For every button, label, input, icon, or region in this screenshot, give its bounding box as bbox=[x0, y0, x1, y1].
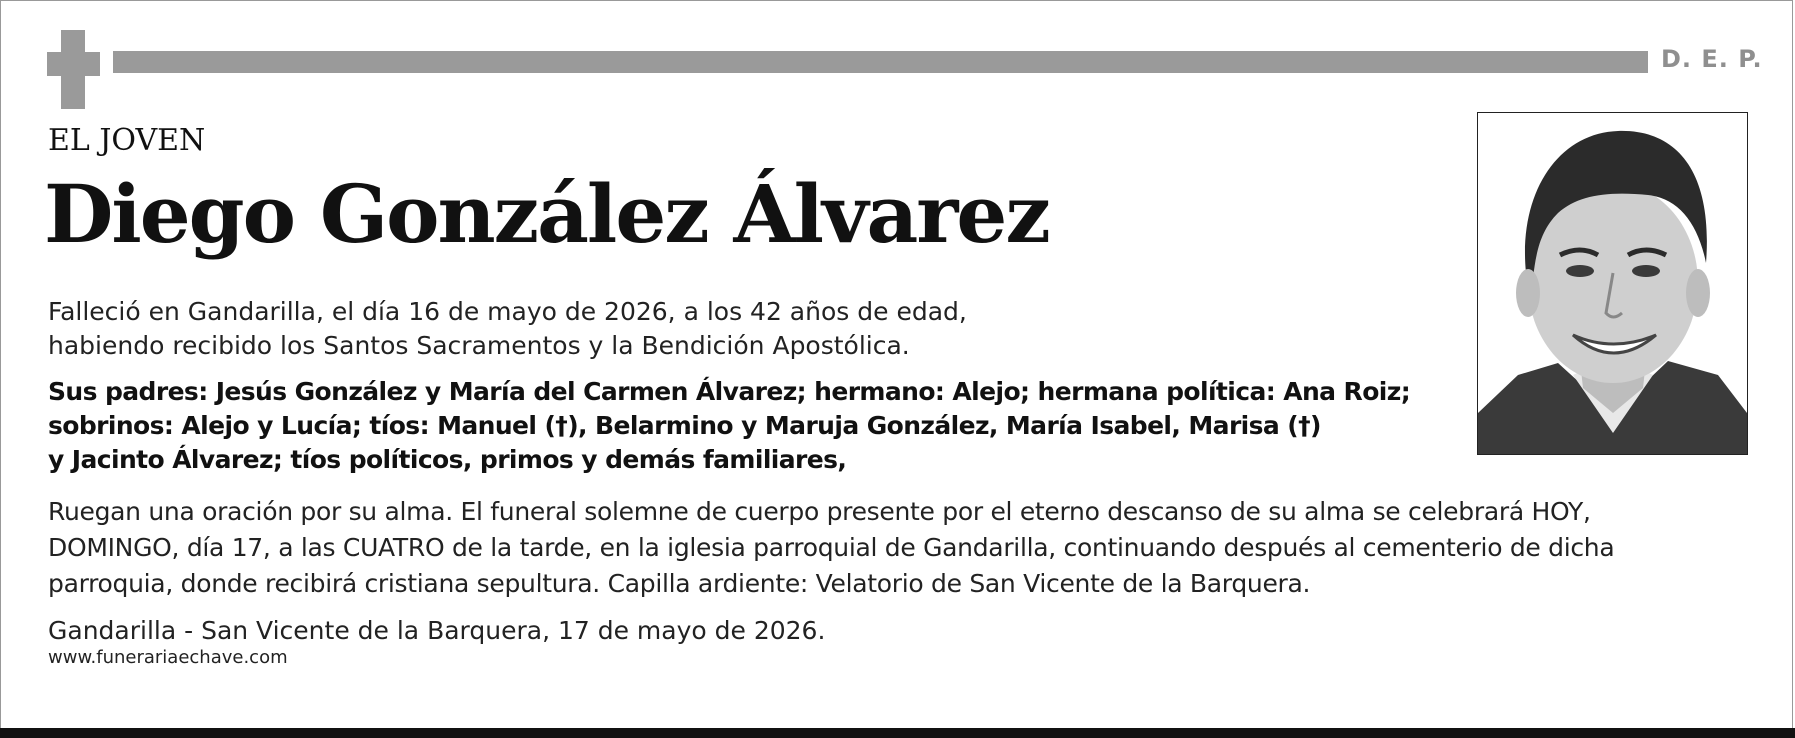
family-line: sobrinos: Alejo y Lucía; tíos: Manuel (†), Belarmino y Maruja González, María Isabel, Marisa (†) bbox=[48, 411, 1321, 440]
death-notice bbox=[48, 295, 1748, 363]
funeral-line: DOMINGO, día 17, a las CUATRO de la tarde, en la iglesia parroquial de Gandarilla, continuando después al cementerio de dicha bbox=[48, 533, 1615, 562]
family-line: Sus padres: Jesús González y María del Carmen Álvarez; hermano: Alejo; hermana política: Ana Roiz; bbox=[48, 377, 1411, 406]
family-line: y Jacinto Álvarez; tíos políticos, primos y demás familiares, bbox=[48, 445, 847, 474]
bottom-border bbox=[0, 728, 1795, 738]
funeral-line: Ruegan una oración por su alma. El funeral solemne de cuerpo presente por el eterno descanso de su alma se celebrará HOY, bbox=[48, 497, 1591, 526]
header-rule bbox=[113, 51, 1648, 73]
portrait-photo bbox=[1477, 112, 1748, 455]
death-notice-line: Falleció en Gandarilla, el día 16 de mayo de 2026, a los 42 años de edad, bbox=[48, 297, 967, 326]
dep-label: D. E. P. bbox=[1661, 45, 1763, 73]
family-list bbox=[48, 375, 1448, 477]
funeral-line: parroquia, donde recibirá cristiana sepultura. Capilla ardiente: Velatorio de San Vicente de la Barquera. bbox=[48, 569, 1311, 598]
deceased-prefix: EL JOVEN bbox=[48, 123, 206, 158]
death-notice-line: habiendo recibido los Santos Sacramentos y la Bendición Apostólica. bbox=[48, 331, 910, 360]
website-link[interactable]: www.funerariaechave.com bbox=[48, 647, 288, 668]
funeral-details bbox=[48, 494, 1748, 602]
cross-icon bbox=[47, 30, 100, 109]
deceased-name: Diego González Álvarez bbox=[44, 167, 1049, 261]
place-date: Gandarilla - San Vicente de la Barquera, 17 de mayo de 2026. bbox=[48, 616, 826, 645]
